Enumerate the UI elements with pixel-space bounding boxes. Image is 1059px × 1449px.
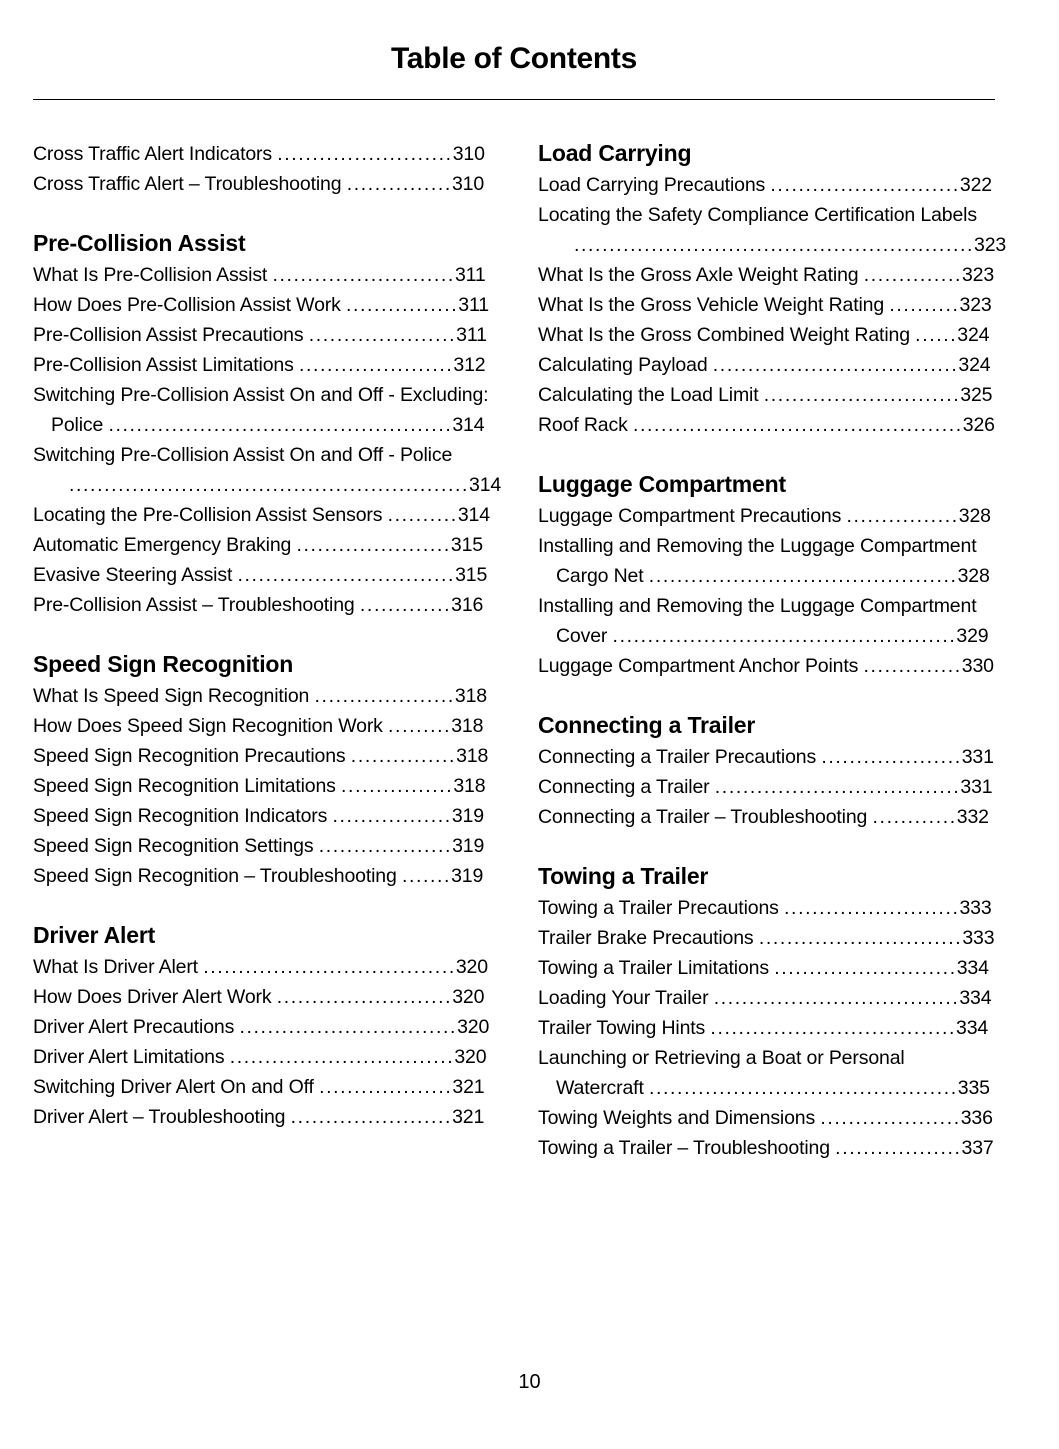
toc-entry-title: Switching Pre-Collision Assist On and Off - Excluding: Police (33, 384, 489, 436)
toc-entry-title: Calculating Payload (538, 354, 713, 376)
toc-leader-dots: ................................... (713, 987, 960, 1009)
toc-entry[interactable] (33, 711, 490, 741)
toc-leader-dots: .................... (820, 1107, 961, 1129)
toc-entry[interactable] (538, 923, 995, 953)
toc-entry-page: 325 (960, 384, 993, 406)
toc-entry-page: 321 (452, 1106, 485, 1128)
toc-leader-dots: ................ (341, 775, 454, 797)
toc-entry-title: How Does Pre-Collision Assist Work (33, 294, 346, 316)
toc-section (538, 711, 995, 832)
toc-section (33, 650, 490, 891)
toc-entry-page: 320 (457, 1016, 490, 1038)
toc-entry-title: What Is Driver Alert (33, 956, 204, 978)
toc-leader-dots: ................. (332, 805, 452, 827)
toc-entry[interactable] (33, 1042, 490, 1072)
toc-section-heading: Load Carrying (538, 140, 692, 166)
page-header (33, 40, 995, 78)
toc-leader-dots: ............... (350, 745, 457, 767)
toc-entry-page: 320 (454, 1046, 487, 1068)
toc-section-heading: Towing a Trailer (538, 863, 709, 889)
toc-entry-title: Launching or Retrieving a Boat or Personal Watercraft (538, 1047, 905, 1099)
toc-entry[interactable] (538, 170, 995, 200)
toc-leader-dots: .............. (863, 655, 962, 677)
toc-columns (33, 139, 1007, 1163)
toc-entry[interactable] (33, 320, 490, 350)
toc-entry-title: What Is Speed Sign Recognition (33, 685, 315, 707)
toc-entry-title: Locating the Safety Compliance Certification Labels (538, 204, 977, 226)
toc-section (33, 921, 490, 1132)
toc-leader-dots: ................................................. (108, 414, 453, 436)
toc-leader-dots: ............................................ (648, 1077, 958, 1099)
toc-entry[interactable] (33, 952, 490, 982)
toc-column-right (538, 139, 1007, 1163)
toc-entry-page: 328 (957, 565, 990, 587)
toc-entry-page: 323 (961, 264, 995, 286)
toc-entry[interactable] (33, 590, 490, 620)
toc-entry[interactable] (538, 1133, 995, 1163)
toc-entry-title: Pre-Collision Assist Precautions (33, 324, 309, 346)
page-number: 10 (518, 1371, 541, 1393)
toc-entry[interactable] (33, 801, 490, 831)
toc-column-left (33, 139, 502, 1163)
toc-entry-title: Calculating the Load Limit (538, 384, 764, 406)
toc-entry[interactable] (33, 260, 490, 290)
toc-entry-title: Switching Driver Alert On and Off (33, 1076, 320, 1098)
toc-entry[interactable] (538, 893, 995, 923)
toc-leader-dots: ......................... (784, 897, 960, 919)
toc-leader-dots: ................................ (229, 1046, 455, 1068)
toc-section-heading: Pre-Collision Assist (33, 230, 246, 256)
toc-entry-page: 311 (458, 294, 489, 316)
toc-section (33, 139, 490, 199)
toc-entry-title: Roof Rack (538, 414, 633, 436)
toc-leader-line (51, 470, 502, 500)
toc-entry-page: 323 (974, 234, 1007, 256)
toc-entry-page: 319 (452, 835, 485, 857)
toc-entry-page: 318 (453, 775, 486, 797)
toc-entry-title: Speed Sign Recognition – Troubleshooting (33, 865, 402, 887)
toc-entry[interactable] (33, 500, 490, 530)
toc-entry-page: 334 (956, 1017, 989, 1039)
toc-entry[interactable] (538, 290, 995, 320)
toc-leader-dots: ............................................ (648, 565, 958, 587)
toc-entry-title: Speed Sign Recognition Settings (33, 835, 319, 857)
toc-leader-dots: .................. (835, 1137, 962, 1159)
toc-entry[interactable] (33, 530, 490, 560)
toc-leader-dots: ............... (346, 173, 452, 195)
toc-entry-page: 333 (962, 927, 995, 949)
header-divider (33, 99, 995, 100)
toc-entry[interactable] (33, 861, 490, 891)
toc-entry-title: Driver Alert Limitations (33, 1046, 230, 1068)
toc-entry-page: 314 (469, 474, 502, 496)
toc-leader-dots: ............................................... (632, 414, 963, 436)
toc-entry-title: What Is the Gross Axle Weight Rating (538, 264, 864, 286)
toc-entry-page: 319 (451, 805, 484, 827)
toc-entry-title: Trailer Towing Hints (538, 1017, 711, 1039)
toc-entry-title: Switching Pre-Collision Assist On and Off - Police (33, 444, 453, 466)
toc-entry-title: Speed Sign Recognition Precautions (33, 745, 351, 767)
toc-entry[interactable] (33, 139, 490, 169)
toc-entry-title: Towing Weights and Dimensions (538, 1107, 821, 1129)
toc-entry[interactable] (33, 440, 502, 500)
toc-leader-dots: .......... (387, 504, 458, 526)
toc-entry-page: 310 (451, 173, 485, 195)
toc-leader-dots: ...... (915, 324, 958, 346)
toc-entry-page: 336 (960, 1107, 993, 1129)
toc-leader-dots: ........................... (770, 174, 960, 196)
toc-entry-title: Driver Alert Precautions (33, 1016, 240, 1038)
toc-entry-title: Luggage Compartment Precautions (538, 505, 847, 527)
toc-entry[interactable] (33, 380, 490, 440)
toc-entry-page: 328 (958, 505, 991, 527)
toc-section (538, 139, 1007, 440)
toc-entry-page: 319 (451, 865, 484, 887)
toc-entry-page: 334 (956, 957, 989, 979)
toc-leader-dots: ............ (872, 806, 957, 828)
toc-entry[interactable] (538, 742, 995, 772)
toc-entry[interactable] (33, 771, 490, 801)
toc-leader-dots: .................................... (203, 956, 456, 978)
toc-leader-dots: .......... (889, 294, 960, 316)
toc-entry[interactable] (33, 290, 490, 320)
toc-leader-dots: ...................... (298, 354, 454, 376)
toc-entry-title: Towing a Trailer Limitations (538, 957, 775, 979)
toc-leader-dots: ................................... (710, 1017, 957, 1039)
toc-leader-dots: ......................... (276, 986, 453, 1008)
toc-entry-title: Locating the Pre-Collision Assist Sensors (33, 504, 388, 526)
toc-entry-page: 326 (962, 414, 995, 436)
toc-entry[interactable] (538, 591, 995, 651)
page-footer (0, 1370, 1059, 1394)
toc-leader-dots: ................................... (712, 354, 959, 376)
toc-entry-page: 322 (959, 174, 992, 196)
toc-leader-dots: ............................. (758, 927, 963, 949)
toc-entry-page: 337 (961, 1137, 994, 1159)
toc-leader-dots: .......................... (774, 957, 957, 979)
toc-entry-page: 315 (450, 534, 483, 556)
toc-entry-title: Loading Your Trailer (538, 987, 714, 1009)
toc-entry[interactable] (33, 681, 490, 711)
toc-entry-page: 335 (957, 1077, 990, 1099)
toc-leader-line (556, 230, 1007, 260)
toc-entry[interactable] (538, 501, 995, 531)
toc-entry-title: Cross Traffic Alert – Troubleshooting (33, 173, 347, 195)
toc-entry-page: 332 (956, 806, 989, 828)
toc-entry-page: 318 (454, 685, 487, 707)
toc-entry-title: Trailer Brake Precautions (538, 927, 759, 949)
toc-entry-title: Driver Alert – Troubleshooting (33, 1106, 291, 1128)
toc-section-heading: Speed Sign Recognition (33, 651, 294, 677)
toc-entry[interactable] (538, 1043, 995, 1103)
toc-entry-page: 310 (452, 143, 485, 165)
toc-entry-page: 318 (456, 745, 489, 767)
toc-leader-dots: ....... (401, 865, 452, 887)
toc-entry-page: 334 (959, 987, 992, 1009)
toc-leader-dots: ............. (359, 594, 452, 616)
toc-entry[interactable] (538, 350, 995, 380)
toc-entry-page: 331 (961, 746, 994, 768)
toc-entry[interactable] (538, 1103, 995, 1133)
toc-entry[interactable] (33, 1072, 490, 1102)
toc-leader-dots: ............................... (239, 1016, 458, 1038)
toc-leader-dots: ......... (388, 715, 452, 737)
toc-section-heading: Driver Alert (33, 922, 156, 948)
toc-entry[interactable] (538, 651, 995, 681)
toc-leader-dots: ................ (846, 505, 959, 527)
toc-leader-dots: ......................... (277, 143, 453, 165)
toc-entry-page: 331 (960, 776, 993, 798)
toc-leader-dots: ....................... (290, 1106, 453, 1128)
toc-entry-title: Towing a Trailer Precautions (538, 897, 785, 919)
toc-entry-title: Installing and Removing the Luggage Compartment Cover (538, 595, 977, 647)
toc-entry-page: 330 (961, 655, 994, 677)
toc-entry[interactable] (33, 1102, 490, 1132)
toc-entry[interactable] (538, 983, 995, 1013)
toc-leader-dots: ..................... (308, 324, 457, 346)
toc-entry-title: Cross Traffic Alert Indicators (33, 143, 278, 165)
toc-leader-dots: ............................ (763, 384, 961, 406)
toc-entry-page: 314 (457, 504, 490, 526)
toc-entry[interactable] (33, 350, 490, 380)
toc-entry-title: What Is Pre-Collision Assist (33, 264, 273, 286)
toc-entry[interactable] (538, 531, 995, 591)
toc-entry-title: Pre-Collision Assist Limitations (33, 354, 299, 376)
toc-entry[interactable] (33, 741, 490, 771)
toc-entry-title: Speed Sign Recognition Limitations (33, 775, 342, 797)
toc-entry-page: 311 (456, 324, 487, 346)
toc-entry-page: 323 (959, 294, 992, 316)
toc-entry-title: Installing and Removing the Luggage Compartment Cargo Net (538, 535, 977, 587)
toc-entry-title: Automatic Emergency Braking (33, 534, 297, 556)
toc-leader-dots: ......................................................... (69, 474, 470, 496)
toc-entry-page: 318 (451, 715, 484, 737)
toc-leader-dots: ................................... (714, 776, 961, 798)
toc-entry-title: Pre-Collision Assist – Troubleshooting (33, 594, 360, 616)
toc-entry[interactable] (538, 320, 995, 350)
toc-leader-dots: .................... (314, 685, 455, 707)
toc-entry[interactable] (538, 200, 1007, 260)
toc-entry-page: 321 (452, 1076, 485, 1098)
toc-entry-title: Evasive Steering Assist (33, 564, 238, 586)
toc-leader-dots: ................ (345, 294, 459, 316)
toc-leader-dots: .............. (863, 264, 962, 286)
toc-entry-title: Towing a Trailer – Troubleshooting (538, 1137, 836, 1159)
toc-leader-dots: ...................... (296, 534, 451, 556)
toc-entry-title: What Is the Gross Combined Weight Rating (538, 324, 916, 346)
page-title: Table of Contents (390, 42, 637, 75)
toc-entry-page: 320 (452, 986, 485, 1008)
toc-entry-title: Connecting a Trailer Precautions (538, 746, 822, 768)
toc-entry[interactable] (538, 260, 995, 290)
toc-leader-dots: .......................... (272, 264, 455, 286)
toc-entry-title: Luggage Compartment Anchor Points (538, 655, 864, 677)
toc-leader-dots: ................................................. (612, 625, 957, 647)
toc-entry-page: 324 (957, 324, 990, 346)
toc-leader-dots: ............................... (237, 564, 456, 586)
toc-entry-page: 329 (956, 625, 989, 647)
toc-leader-dots: ......................................................... (574, 234, 975, 256)
toc-entry[interactable] (33, 1012, 490, 1042)
toc-entry[interactable] (33, 169, 490, 199)
toc-entry[interactable] (538, 953, 995, 983)
toc-leader-dots: ................... (318, 835, 453, 857)
toc-entry[interactable] (33, 831, 490, 861)
toc-entry-title: Connecting a Trailer – Troubleshooting (538, 806, 873, 828)
toc-entry-title: What Is the Gross Vehicle Weight Rating (538, 294, 890, 316)
toc-entry-title: How Does Speed Sign Recognition Work (33, 715, 389, 737)
toc-entry-page: 311 (454, 264, 486, 286)
toc-entry[interactable] (538, 802, 995, 832)
toc-section-heading: Luggage Compartment (538, 471, 786, 497)
toc-entry-page: 320 (455, 956, 488, 978)
toc-entry-page: 333 (959, 897, 992, 919)
toc-leader-dots: ................... (319, 1076, 453, 1098)
toc-entry-page: 316 (451, 594, 484, 616)
toc-leader-dots: .................... (821, 746, 962, 768)
toc-entry[interactable] (538, 380, 995, 410)
toc-section (33, 229, 502, 620)
toc-entry-page: 314 (452, 414, 485, 436)
toc-entry[interactable] (33, 560, 490, 590)
toc-section (538, 470, 995, 681)
toc-entry[interactable] (33, 982, 490, 1012)
toc-entry-page: 324 (958, 354, 991, 376)
toc-entry[interactable] (538, 772, 995, 802)
toc-entry[interactable] (538, 410, 995, 440)
toc-entry-page: 315 (455, 564, 488, 586)
toc-entry-title: How Does Driver Alert Work (33, 986, 277, 1008)
toc-entry-title: Load Carrying Precautions (538, 174, 771, 196)
toc-entry[interactable] (538, 1013, 995, 1043)
toc-entry-title: Speed Sign Recognition Indicators (33, 805, 333, 827)
toc-entry-title: Connecting a Trailer (538, 776, 715, 798)
toc-section (538, 862, 995, 1163)
toc-section-heading: Connecting a Trailer (538, 712, 756, 738)
toc-entry-page: 312 (453, 354, 486, 376)
